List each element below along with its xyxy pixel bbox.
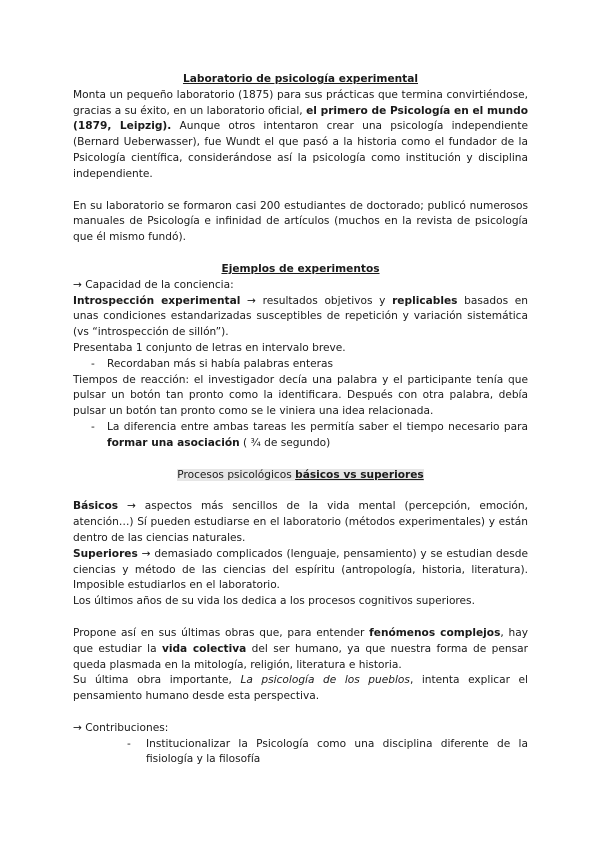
text-span: Institucionalizar la Psicología como una disciplina diferente de la fisiología y la filosofía xyxy=(146,737,528,766)
text-span: La diferencia entre ambas tareas les permitía saber el tiempo necesario para xyxy=(107,420,528,433)
spacer xyxy=(73,452,528,468)
line-ultimos: Los últimos años de su vida los dedica a los procesos cognitivos superiores. xyxy=(73,595,475,608)
bold-span: Básicos xyxy=(73,500,119,513)
paragraph-propone xyxy=(73,626,528,673)
bullet-dash: - xyxy=(127,737,131,750)
bold-span: replicables xyxy=(392,294,458,307)
line-presentaba: Presentaba 1 conjunto de letras en intervalo breve. xyxy=(73,341,346,354)
text-span: Monta un pequeño laboratorio (1875) para sus prácticas que termina convirtiéndose, gracias a su éxito, en un laboratorio oficial, xyxy=(73,88,528,117)
bold-span: Introspección experimental xyxy=(73,294,241,307)
section-title-laboratorio: Laboratorio de psicología experimental xyxy=(182,73,419,85)
bold-span: formar una asociación xyxy=(107,436,240,449)
text-span: Procesos psicológicos xyxy=(177,468,296,481)
paragraph-laboratorio xyxy=(73,88,528,183)
spacer xyxy=(73,246,528,262)
list-item xyxy=(73,357,528,373)
section-title-ejemplos: Ejemplos de experimentos xyxy=(221,262,380,275)
text-span: Su última obra importante, xyxy=(73,674,241,687)
text-span: Propone así en sus últimas obras que, para entender xyxy=(73,626,370,639)
paragraph-obra xyxy=(73,673,528,705)
bold-span: vida colectiva xyxy=(161,642,247,655)
text-span: Aunque otros intentaron crear una psicología independiente (Bernard Ueberwasser), fue Wundt el que pasó a la historia como el fundador de la Psicología científica, considerándose así la psicología como institución y disciplina independiente. xyxy=(73,120,528,180)
spacer xyxy=(73,483,528,499)
document-page xyxy=(73,72,528,768)
line-capacidad: → Capacidad de la conciencia: xyxy=(73,278,234,291)
list-item xyxy=(73,737,528,769)
bold-span: fenómenos complejos xyxy=(369,626,501,639)
text-span: , hay que estudiar la xyxy=(73,626,528,655)
bullet-dash: - xyxy=(91,420,95,433)
italic-span: La psicología de los pueblos xyxy=(240,674,410,687)
bold-span: el primero de Psicología en el mundo (1879, Leipzig). xyxy=(73,104,528,133)
highlight xyxy=(177,469,423,481)
text-span: , intenta explicar el pensamiento humano desde esta perspectiva. xyxy=(73,674,528,703)
text-span: → demasiado complicados (lenguaje, pensamiento) y se estudian desde ciencias y método de las ciencias del espíritu (antropología, historia, literatura). Imposible estudiarlos en el laboratorio. xyxy=(73,547,528,592)
bullet-dash: - xyxy=(91,357,95,370)
bold-span: Superiores xyxy=(73,547,138,560)
spacer xyxy=(73,705,528,721)
bold-span: básicos vs superiores xyxy=(295,468,424,481)
text-span: basados en unas condiciones estandarizadas susceptibles de repetición y variación sistemática (vs “introspección de sillón”). xyxy=(73,294,528,339)
text-span: → aspectos más sencillos de la vida mental (percepción, emoción, atención…) Sí pueden estudiarse en el laboratorio (métodos experimentales) y están dentro de las ciencias naturales. xyxy=(73,500,528,544)
text-span: → resultados objetivos y xyxy=(240,294,393,307)
text-span: Recordaban más si había palabras enteras xyxy=(107,357,334,370)
text-span: del ser humano, ya que nuestra forma de pensar queda plasmada en la mitología, religión, literatura e historia. xyxy=(73,642,528,671)
paragraph-introspeccion xyxy=(73,294,528,341)
paragraph-superiores xyxy=(73,547,528,594)
section-title-procesos xyxy=(73,468,528,484)
list-item xyxy=(73,420,528,452)
paragraph-tiempos: Tiempos de reacción: el investigador decía una palabra y el participante tenía que pulsar un botón tan pronto como la identificara. Después con otra palabra, debía pulsar un botón tan pronto como se le viniera una idea relacionada. xyxy=(73,373,528,418)
paragraph-basicos xyxy=(73,499,528,546)
line-contribuciones: → Contribuciones: xyxy=(73,721,169,734)
text-span: ( ¾ de segundo) xyxy=(239,436,331,449)
spacer xyxy=(73,610,528,626)
paragraph-estudiantes: En su laboratorio se formaron casi 200 estudiantes de doctorado; publicó numerosos manuales de Psicología e infinidad de artículos (muchos en la revista de psicología que él mismo fundó). xyxy=(73,199,528,244)
spacer xyxy=(73,183,528,199)
